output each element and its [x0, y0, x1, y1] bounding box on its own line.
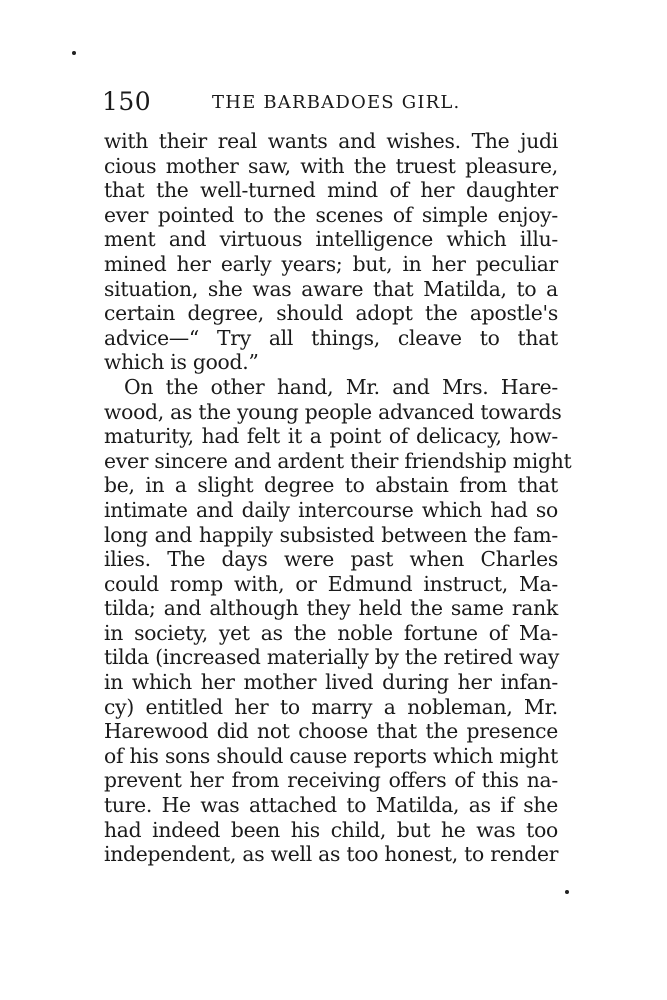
text-line: ment and virtuous intelligence which illu-: [104, 227, 558, 252]
text-line: mined her early years; but, in her peculiar: [104, 251, 558, 276]
text-line: had indeed been his child, but he was too: [104, 817, 558, 842]
text-line: that the well-turned mind of her daughter: [104, 178, 558, 203]
text-line: wood, as the young people advanced towards: [104, 399, 562, 424]
running-title: THE BARBADOES GIRL.: [212, 92, 461, 113]
text-line: tilda (increased materially by the retired way: [104, 645, 560, 670]
page-header: [102, 84, 562, 120]
text-line: situation, she was aware that Matilda, to a: [104, 276, 558, 301]
text-line: ilies. The days were past when Charles: [104, 547, 558, 572]
text-line: Harewood did not choose that the presence: [104, 719, 558, 744]
text-line: independent, as well as too honest, to render: [104, 842, 559, 867]
text-line: long and happily subsisted between the fam-: [104, 522, 558, 547]
paragraph-first-line: On the other hand, Mr. and Mrs. Hare-: [124, 374, 558, 399]
body-text: [104, 129, 572, 867]
text-line: in society, yet as the noble fortune of Ma-: [104, 620, 558, 645]
ink-speck-top-left: [72, 51, 76, 55]
text-line: which is good.”: [104, 350, 259, 375]
text-line: advice—“ Try all things, cleave to that: [104, 325, 558, 350]
text-line: ever sincere and ardent their friendship might: [104, 448, 572, 473]
text-line: cy) entitled her to marry a nobleman, Mr.: [104, 694, 558, 719]
text-line: prevent her from receiving offers of this na-: [104, 768, 558, 793]
text-line: intimate and daily intercourse which had so: [104, 497, 558, 522]
text-line: in which her mother lived during her infan-: [104, 670, 558, 695]
text-line: with their real wants and wishes. The judi: [104, 129, 558, 153]
text-line: of his sons should cause reports which might: [104, 743, 558, 768]
text-line: tilda; and although they held the same rank: [104, 596, 558, 621]
text-line: cious mother saw, with the truest pleasure,: [104, 153, 558, 178]
text-line: ever pointed to the scenes of simple enjoy-: [104, 202, 558, 227]
page-number: 150: [102, 87, 152, 116]
text-line: be, in a slight degree to abstain from that: [104, 473, 558, 498]
text-line: maturity, had felt it a point of delicacy, how-: [104, 424, 558, 449]
text-line: certain degree, should adopt the apostle's: [104, 301, 558, 326]
text-line: ture. He was attached to Matilda, as if she: [104, 793, 558, 818]
ink-speck-right: [565, 890, 569, 894]
text-line: could romp with, or Edmund instruct, Ma-: [104, 571, 558, 596]
